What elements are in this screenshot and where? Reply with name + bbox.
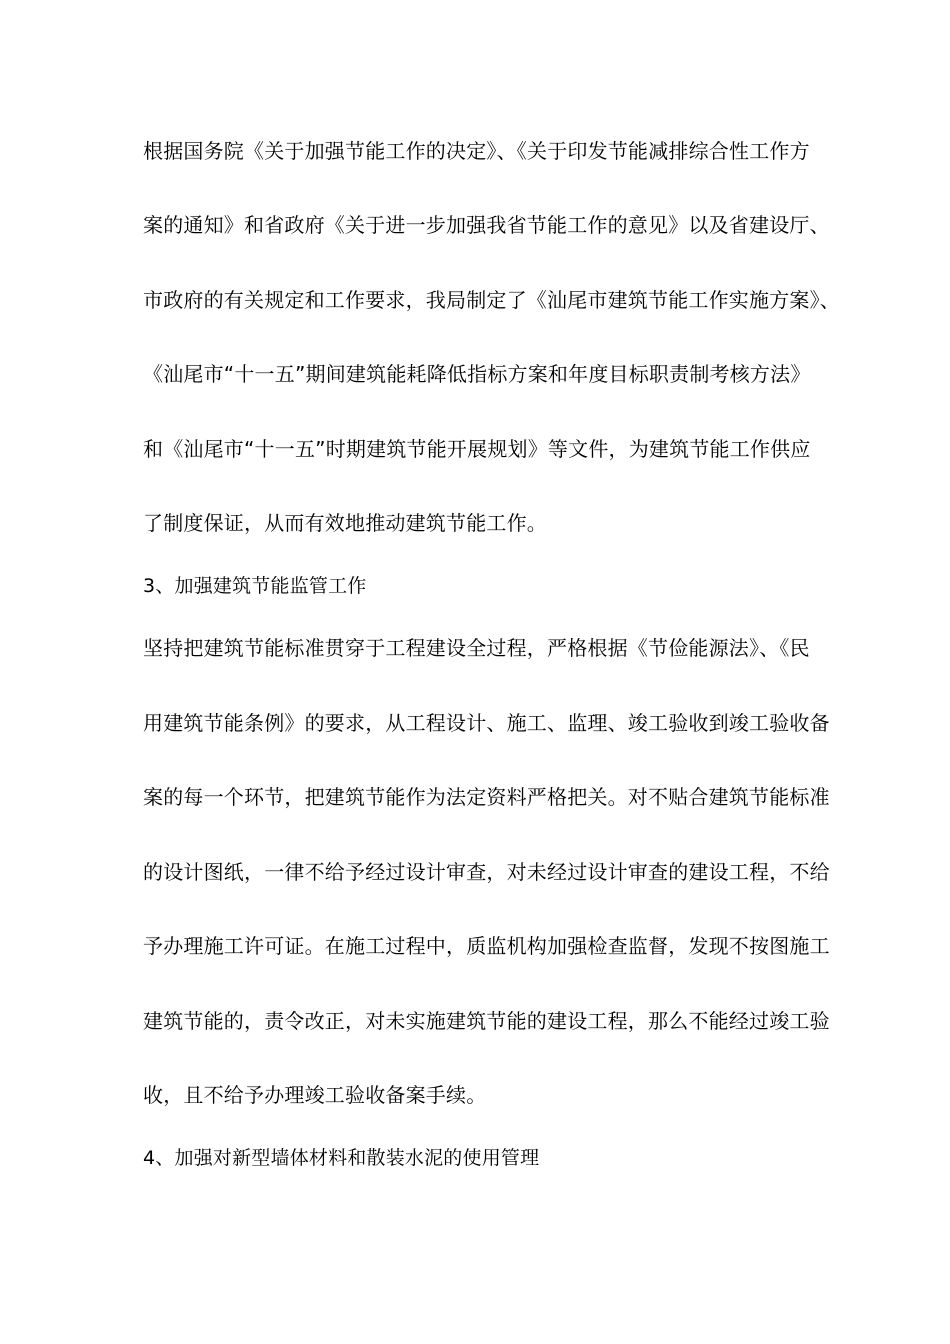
paragraph-1-line-6: 了制度保证，从而有效地推动建筑节能工作。	[143, 511, 547, 535]
paragraph-1-line-5: 和《汕尾市“十一五”时期建筑节能开展规划》等文件，为建筑节能工作供应	[143, 437, 811, 461]
section-heading-4: 4、加强对新型墙体材料和散装水泥的使用管理	[143, 1147, 540, 1169]
paragraph-1-line-1: 根据国务院《关于加强节能工作的决定》、《关于印发节能减排综合性工作方	[143, 139, 810, 163]
paragraph-2-line-4: 的设计图纸，一律不给予经过设计审查，对未经过设计审查的建设工程，不给	[143, 860, 830, 884]
paragraph-2-line-6: 建筑节能的，责令改正，对未实施建筑节能的建设工程，那么不能经过竣工验	[143, 1009, 830, 1033]
paragraph-1-line-4: 《汕尾市“十一五”期间建筑能耗降低指标方案和年度目标职责制考核方法》	[143, 362, 811, 386]
paragraph-2-line-3: 案的每一个环节，把建筑节能作为法定资料严格把关。对不贴合建筑节能标准	[143, 785, 830, 809]
paragraph-2-line-2: 用建筑节能条例》的要求，从工程设计、施工、监理、竣工验收到竣工验收备	[143, 711, 830, 735]
paragraph-2-line-1: 坚持把建筑节能标准贯穿于工程建设全过程，严格根据《节俭能源法》、《民	[143, 636, 810, 660]
paragraph-2-line-5: 予办理施工许可证。在施工过程中，质监机构加强检查监督，发现不按图施工	[143, 934, 830, 958]
paragraph-1-line-3: 市政府的有关规定和工作要求，我局制定了《汕尾市建筑节能工作实施方案》、	[143, 288, 840, 312]
section-heading-3: 3、加强建筑节能监管工作	[143, 575, 367, 597]
paragraph-1-line-2: 案的通知》和省政府《关于进一步加强我省节能工作的意见》以及省建设厅、	[143, 213, 830, 237]
paragraph-2-line-7: 收，且不给予办理竣工验收备案手续。	[143, 1083, 487, 1107]
